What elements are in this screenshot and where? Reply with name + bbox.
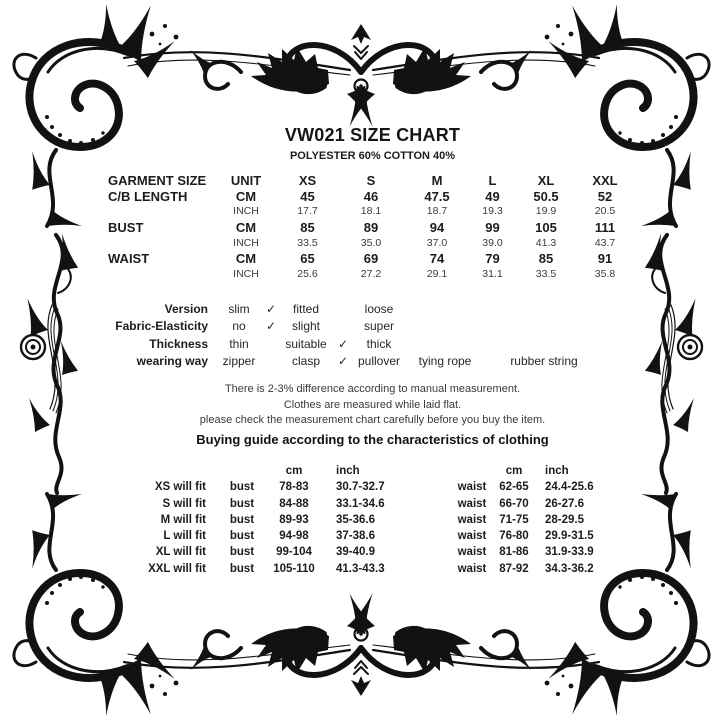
attr-option [402, 302, 488, 319]
size-value: 35.0 [360, 236, 382, 249]
fit-column-header: inch [336, 465, 360, 477]
fit-cell: waist [457, 497, 487, 510]
fit-header-spacer [452, 465, 492, 481]
size-value: 85 [300, 220, 315, 236]
size-value: 50.5 [533, 188, 559, 204]
attr-option: no [232, 319, 246, 334]
fit-row-label: XS will fit [154, 481, 206, 494]
attr-option: pullover [357, 353, 401, 368]
fit-cell: bust [229, 497, 255, 510]
column-header: S [366, 173, 376, 188]
attr-option: tying rope [418, 353, 472, 368]
fit-row-label: L will fit [163, 530, 206, 543]
attr-option: fitted [292, 302, 319, 316]
row-label [108, 267, 215, 283]
column-header: GARMENT SIZE [108, 173, 207, 188]
check-mark: ✓ [337, 353, 349, 368]
unit-cell: INCH [233, 205, 259, 218]
size-value: 29.1 [426, 268, 448, 281]
size-value: 35.8 [594, 268, 616, 281]
fit-cell: waist [457, 562, 487, 575]
attr-option: thin [229, 336, 249, 351]
fit-cell: 76-80 [499, 530, 529, 543]
row-label [108, 236, 215, 252]
unit-cell: CM [235, 251, 257, 267]
fit-column-header: cm [285, 465, 303, 477]
fit-row-label: XL will fit [155, 546, 206, 559]
fit-gap [420, 530, 452, 546]
size-value: 31.1 [482, 268, 503, 281]
garment-attributes-table [100, 302, 600, 371]
fit-gap [420, 465, 452, 481]
fit-cell: 34.3-36.2 [545, 562, 594, 575]
fit-cell: 30.7-32.7 [336, 481, 385, 494]
note-line: Clothes are measured while laid flat. [283, 398, 462, 411]
size-value: 52 [597, 188, 613, 204]
fit-cell: 99-104 [276, 546, 312, 559]
unit-cell: CM [235, 220, 257, 236]
check-mark [260, 337, 282, 354]
attr-option: clasp [291, 353, 320, 368]
fit-cell: bust [229, 546, 255, 559]
attr-label: Fabric-Elasticity [115, 319, 208, 334]
fit-cell: 81-86 [499, 546, 529, 559]
unit-cell: INCH [233, 268, 259, 281]
check-mark [260, 354, 282, 371]
attr-option [488, 319, 600, 336]
fit-cell: bust [229, 513, 255, 526]
size-value: 41.3 [535, 236, 557, 249]
measurement-notes [22, 382, 723, 447]
size-value: 17.7 [297, 205, 318, 218]
size-value: 94 [429, 220, 445, 236]
note-line: There is 2-3% difference according to manual measurement. [224, 383, 521, 395]
fit-cell: 24.4-25.6 [545, 481, 594, 494]
fit-cell: 28-29.5 [545, 513, 585, 526]
attr-option: slight [291, 319, 320, 334]
size-value: 105 [535, 220, 557, 236]
size-value: 85 [538, 251, 554, 267]
check-mark [330, 319, 356, 336]
fit-cell: 87-92 [499, 562, 529, 575]
attr-option: zipper [222, 353, 256, 368]
check-mark: ✓ [265, 319, 277, 334]
size-value: 91 [597, 251, 613, 267]
attr-option [488, 302, 600, 319]
size-value: 46 [363, 188, 379, 204]
check-mark: ✓ [337, 336, 349, 351]
fit-cell: waist [457, 481, 487, 494]
fit-cell: 71-75 [499, 513, 529, 526]
check-mark [330, 302, 356, 319]
fit-cell: 66-70 [499, 497, 529, 510]
attr-option: suitable [285, 336, 327, 351]
unit-cell: INCH [233, 236, 259, 249]
fit-cell: waist [457, 546, 487, 559]
fit-header-spacer [100, 465, 218, 481]
size-value: 25.6 [297, 268, 318, 281]
size-value: 27.2 [360, 268, 382, 281]
attr-label: wearing way [136, 353, 208, 368]
fit-cell: waist [457, 513, 487, 526]
fit-cell: waist [457, 530, 487, 543]
size-value: 18.1 [360, 205, 382, 218]
fit-cell: 29.9-31.5 [545, 530, 594, 543]
row-label [108, 204, 215, 220]
fit-cell: 78-83 [279, 481, 309, 494]
size-value: 37.0 [426, 236, 448, 249]
size-value: 79 [485, 251, 500, 267]
size-value: 19.3 [482, 205, 503, 218]
size-value: 43.7 [594, 236, 616, 249]
bottom-center-medallion [191, 593, 532, 696]
size-value: 19.9 [535, 205, 557, 218]
size-value: 89 [363, 220, 379, 236]
size-value: 33.5 [535, 268, 557, 281]
attr-option [402, 319, 488, 336]
attr-option: super [363, 319, 395, 334]
fit-cell: 94-98 [279, 530, 309, 543]
attr-option: rubber string [510, 353, 578, 368]
attr-option: slim [228, 302, 250, 316]
column-header: L [488, 173, 497, 188]
size-value: 111 [594, 220, 616, 236]
attr-option [402, 337, 488, 354]
fit-cell: 35-36.6 [336, 513, 376, 526]
attr-label: Version [164, 302, 208, 316]
left-side-vine [14, 233, 89, 493]
size-value: 49 [485, 188, 500, 204]
fit-cell: 37-38.6 [336, 530, 376, 543]
fit-header-spacer [218, 465, 266, 481]
fit-cell: 89-93 [279, 513, 309, 526]
fit-cell: 84-88 [279, 497, 309, 510]
buying-guide-heading: Buying guide according to the characteristics of clothing [196, 431, 549, 447]
fit-gap [420, 498, 452, 514]
fit-cell: 62-65 [499, 481, 529, 494]
fit-gap [420, 546, 452, 562]
column-header: XL [537, 173, 555, 188]
fit-gap [420, 563, 452, 579]
fit-row-label: XXL will fit [148, 562, 206, 575]
fit-cell: 39-40.9 [336, 546, 376, 559]
fit-cell: 105-110 [273, 562, 315, 575]
column-header: XXL [592, 173, 618, 188]
fit-column-header: cm [505, 465, 523, 477]
buying-guide-table [100, 465, 624, 579]
row-label: BUST [108, 220, 144, 236]
fit-cell: bust [229, 481, 255, 494]
note-line: please check the measurement chart carefully before you buy the item. [199, 414, 546, 426]
column-header: XS [298, 173, 317, 188]
size-value: 65 [300, 251, 315, 267]
size-value: 69 [363, 251, 379, 267]
unit-cell: CM [235, 188, 257, 204]
check-mark: ✓ [265, 302, 277, 316]
column-header: UNIT [230, 173, 262, 188]
attr-label: Thickness [149, 336, 208, 351]
column-header: M [431, 173, 443, 188]
size-value: 20.5 [594, 205, 616, 218]
size-value: 47.5 [424, 188, 450, 204]
fabric-composition: POLYESTER 60% COTTON 40% [289, 150, 456, 162]
fit-row-label: M will fit [160, 513, 206, 526]
fit-column-header: inch [545, 465, 569, 477]
fit-cell: 33.1-34.6 [336, 497, 385, 510]
size-value: 74 [429, 251, 445, 267]
chart-title: VW021 SIZE CHART [284, 125, 461, 145]
size-value: 39.0 [482, 236, 503, 249]
fit-cell: 31.9-33.9 [545, 546, 594, 559]
fit-gap [420, 481, 452, 497]
attr-option: thick [366, 336, 392, 351]
fit-cell: bust [229, 530, 255, 543]
size-value: 45 [300, 188, 315, 204]
fit-cell: 41.3-43.3 [336, 562, 385, 575]
attr-option [488, 337, 600, 354]
attr-option: loose [364, 302, 394, 316]
fit-gap [420, 514, 452, 530]
right-side-vine [634, 233, 709, 493]
fit-row-label: S will fit [162, 497, 206, 510]
size-value: 33.5 [297, 236, 318, 249]
size-value: 18.7 [426, 205, 448, 218]
row-label: WAIST [108, 251, 150, 267]
fit-cell: bust [229, 562, 255, 575]
size-value: 99 [485, 220, 500, 236]
row-label: C/B LENGTH [108, 188, 188, 204]
top-center-medallion [191, 24, 532, 127]
garment-size-table [108, 173, 633, 283]
fit-cell: 26-27.6 [545, 497, 585, 510]
